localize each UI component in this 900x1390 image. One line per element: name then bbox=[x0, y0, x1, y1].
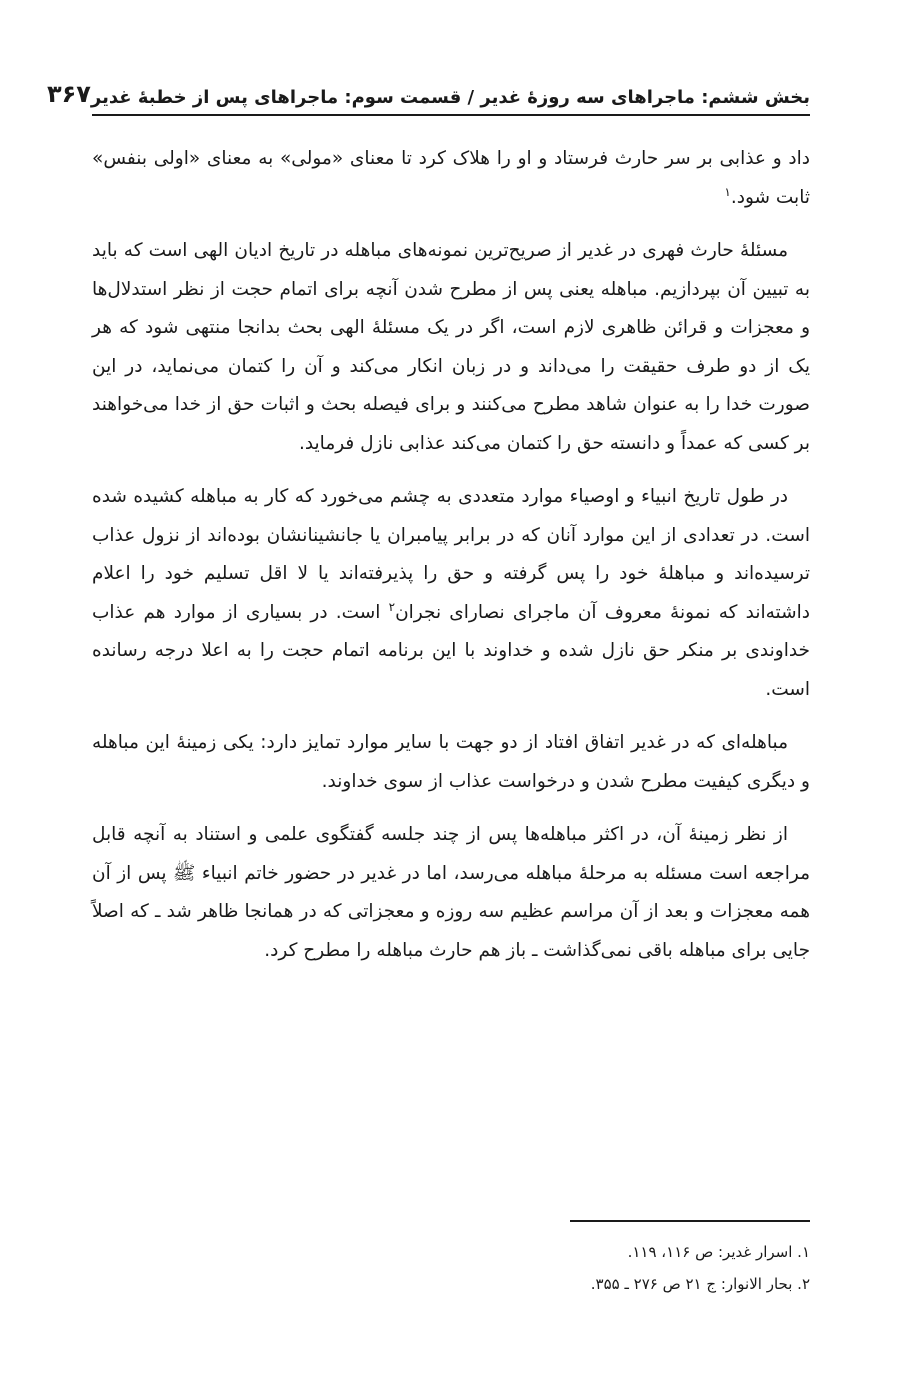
paragraph-1-text: داد و عذابی بر سر حارث فرستاد و او را هلاک کرد تا معنای «مولی» به معنای «اولی بنفس» ثابت شود. bbox=[92, 148, 810, 208]
paragraph-1 bbox=[92, 140, 810, 217]
page-body bbox=[92, 140, 810, 985]
page-number: ۳۶۷ bbox=[46, 80, 91, 108]
paragraph-2-text: مسئلهٔ حارث فهری در غدیر از صریح‌ترین نمونه‌های مباهله در تاریخ ادیان الهی است که باید به تبیین آن بپردازیم. مباهله یعنی پس از مطرح شدن آنچه برای اتمام حجت از نظر استدلال‌ها و معجزات و قرائن ظاهری لازم است، اگر در یک مسئلهٔ الهی بحث بدانجا منتهی شود که هر یک از دو طرف حقیقت را می‌داند و در زبان انکار می‌کند و آن را کتمان می‌نماید، در این صورت خدا را به عنوان شاهد مطرح می‌کنند و برای فیصله بحث و اثبات حق از خدا می‌خواهند بر کسی که عمداً و دانسته حق را کتمان می‌کند عذابی نازل فرماید. bbox=[92, 240, 810, 454]
footnote-2: ۲. بحار الانوار: ج ۲۱ ص ۲۷۶ ـ ۳۵۵. bbox=[590, 1275, 810, 1293]
paragraph-4-text: مباهله‌ای که در غدیر اتفاق افتاد از دو جهت با سایر موارد تمایز دارد: یکی زمینهٔ این مباهله و دیگری کیفیت مطرح شدن و درخواست عذاب از سوی خداوند. bbox=[92, 732, 810, 792]
running-header-title: بخش ششم: ماجراهای سه روزهٔ غدیر / قسمت سوم: ماجراهای پس از خطبهٔ غدیر bbox=[90, 87, 810, 108]
footnote-1: ۱. اسرار غدیر: ص ۱۱۶، ۱۱۹. bbox=[627, 1243, 810, 1261]
paragraph-5 bbox=[92, 816, 810, 970]
paragraph-5-text: از نظر زمینهٔ آن، در اکثر مباهله‌ها پس از چند جلسه گفتگوی علمی و استناد به آنچه قابل مراجعه است مسئله به مرحلهٔ مباهله می‌رسد، اما در غدیر در حضور خاتم انبیاء ﷺ پس از آن همه معجزات و بعد از آن مراسم عظیم سه روزه و معجزاتی که در همانجا ظاهر شد ـ که اصلاً جایی برای مباهله باقی نمی‌گذاشت ـ باز هم حارث مباهله را مطرح کرد. bbox=[92, 824, 810, 961]
header-rule bbox=[92, 114, 810, 116]
footnote-ref-2: ۲ bbox=[388, 599, 396, 614]
running-header bbox=[46, 74, 810, 108]
footnote-rule bbox=[570, 1220, 810, 1222]
footnote-ref-1: ۱ bbox=[724, 184, 731, 199]
book-page bbox=[46, 0, 810, 1390]
paragraph-3-text-before: در طول تاریخ انبیاء و اوصیاء موارد متعددی به چشم می‌خورد که کار به مباهله کشیده شده است. در تعدادی از این موارد آنان که در برابر پیامبران یا جانشینانشان بوده‌اند از نزول عذاب ترسیده‌اند و مباهلهٔ خود را پس گرفته و حق را پذیرفته‌اند یا لا اقل تسلیم خود را اعلام داشته‌اند که نمونهٔ معروف آن ماجرای نصارای نجران bbox=[92, 486, 810, 623]
paragraph-2 bbox=[92, 232, 810, 463]
paragraph-3 bbox=[92, 478, 810, 709]
paragraph-4 bbox=[92, 724, 810, 801]
paragraph-3-text-after: است. در بسیاری از موارد هم عذاب خداوندی بر منکر حق نازل شده و خداوند با این برنامه اتمام حجت را به اعلا درجه رسانده است. bbox=[92, 601, 810, 700]
footnotes bbox=[92, 1236, 810, 1300]
